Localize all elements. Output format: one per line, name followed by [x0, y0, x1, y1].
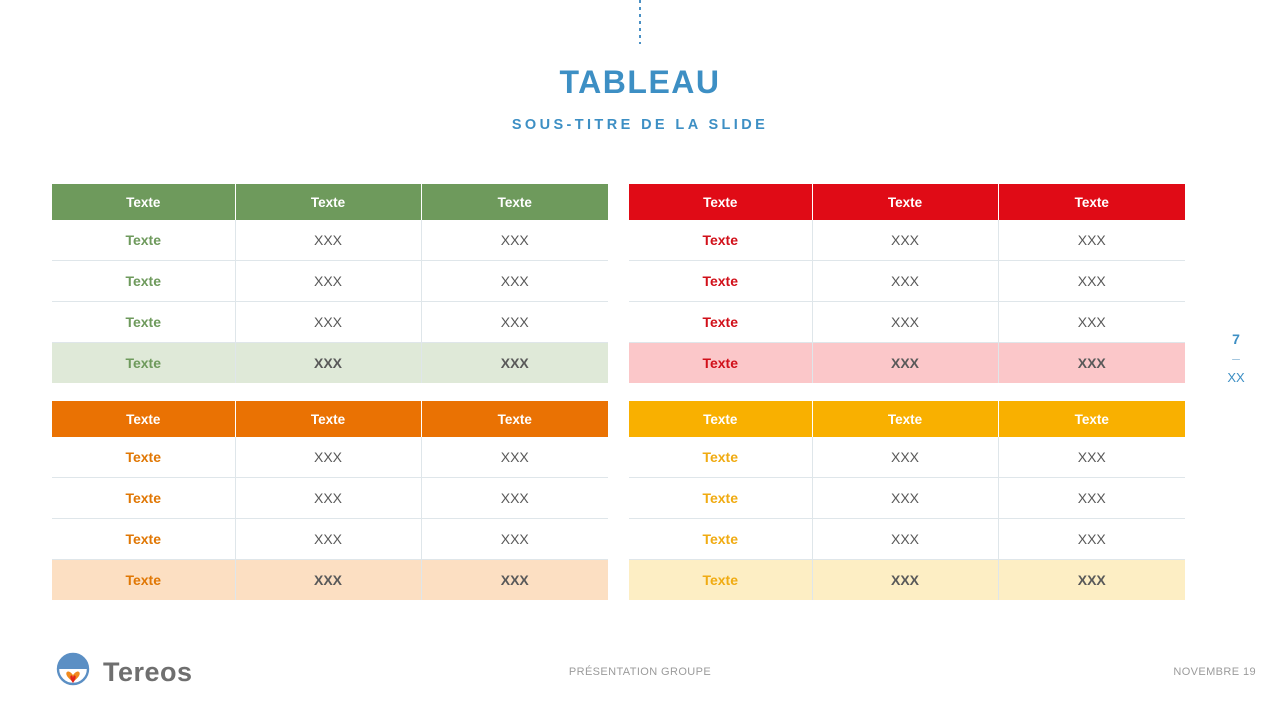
- table-row: [52, 220, 608, 261]
- table-row-label: Texte: [629, 261, 812, 302]
- page-subtitle: SOUS-TITRE DE LA SLIDE: [511, 117, 769, 133]
- table-header-row: [629, 401, 1185, 437]
- table-row: [629, 261, 1185, 302]
- table-row-label: Texte: [629, 437, 812, 478]
- table-header-cell: Texte: [235, 401, 421, 437]
- table-header-row: [629, 184, 1185, 220]
- table-row-label: Texte: [629, 302, 812, 343]
- yellow-table: [629, 401, 1185, 600]
- table-header-row: [52, 401, 608, 437]
- table-row: [52, 261, 608, 302]
- table-header-cell: Texte: [629, 401, 812, 437]
- table-header-cell: Texte: [812, 184, 998, 220]
- table-cell: XXX: [998, 478, 1185, 519]
- table-cell: XXX: [998, 261, 1185, 302]
- table-cell: XXX: [812, 560, 998, 601]
- table-cell: XXX: [235, 560, 421, 601]
- table-row-label: Texte: [629, 560, 812, 601]
- table-cell: XXX: [998, 437, 1185, 478]
- tereos-logo-text: Tereos: [103, 656, 193, 687]
- table-cell: XXX: [421, 519, 608, 560]
- table-cell: XXX: [421, 560, 608, 601]
- orange-table: [52, 401, 608, 600]
- tereos-logo: [52, 652, 193, 692]
- table-row: [52, 343, 608, 384]
- table-header-cell: Texte: [52, 184, 235, 220]
- table-cell: XXX: [421, 302, 608, 343]
- table-cell: XXX: [812, 302, 998, 343]
- table-row-label: Texte: [52, 302, 235, 343]
- table-row: [52, 560, 608, 601]
- table-cell: XXX: [235, 343, 421, 384]
- page-title: TABLEAU: [559, 64, 721, 100]
- top-dotted-tick: [639, 0, 641, 44]
- table-row-label: Texte: [52, 478, 235, 519]
- table-cell: XXX: [235, 478, 421, 519]
- red-table: [629, 184, 1185, 383]
- table-header-cell: Texte: [52, 401, 235, 437]
- table-row-label: Texte: [629, 478, 812, 519]
- table-cell: XXX: [812, 220, 998, 261]
- table-row: [629, 302, 1185, 343]
- table-row-label: Texte: [52, 220, 235, 261]
- tereos-logo-icon: [52, 652, 94, 692]
- table-row-label: Texte: [629, 519, 812, 560]
- table-row-label: Texte: [52, 560, 235, 601]
- slide-number-total: XX: [1227, 370, 1245, 385]
- table-header-row: [52, 184, 608, 220]
- slide-number: [1212, 330, 1260, 387]
- table-header-cell: Texte: [998, 184, 1185, 220]
- table-row: [52, 302, 608, 343]
- table-cell: XXX: [812, 261, 998, 302]
- table-header-cell: Texte: [421, 401, 608, 437]
- table-row-label: Texte: [52, 519, 235, 560]
- table-cell: XXX: [421, 261, 608, 302]
- table-cell: XXX: [421, 437, 608, 478]
- table-row: [629, 437, 1185, 478]
- table-cell: XXX: [235, 302, 421, 343]
- table-cell: XXX: [235, 261, 421, 302]
- table-header-cell: Texte: [629, 184, 812, 220]
- table-row: [52, 437, 608, 478]
- table-cell: XXX: [812, 343, 998, 384]
- table-header-cell: Texte: [421, 184, 608, 220]
- table-cell: XXX: [998, 560, 1185, 601]
- table-cell: XXX: [421, 343, 608, 384]
- table-cell: XXX: [998, 519, 1185, 560]
- table-header-cell: Texte: [998, 401, 1185, 437]
- table-cell: XXX: [235, 519, 421, 560]
- table-row: [52, 478, 608, 519]
- table-cell: XXX: [998, 343, 1185, 384]
- slide-number-current: 7: [1232, 331, 1240, 347]
- table-header-cell: Texte: [235, 184, 421, 220]
- table-row-label: Texte: [52, 261, 235, 302]
- table-cell: XXX: [998, 220, 1185, 261]
- slide-number-divider: –: [1232, 350, 1240, 366]
- table-row-label: Texte: [629, 220, 812, 261]
- table-cell: XXX: [235, 437, 421, 478]
- table-cell: XXX: [421, 220, 608, 261]
- tables-grid: [52, 184, 1185, 600]
- table-row-label: Texte: [629, 343, 812, 384]
- green-table: [52, 184, 608, 383]
- footer-center-text: PRÉSENTATION GROUPE: [568, 666, 712, 678]
- table-cell: XXX: [421, 478, 608, 519]
- table-header-cell: Texte: [812, 401, 998, 437]
- table-row-label: Texte: [52, 437, 235, 478]
- table-row: [629, 519, 1185, 560]
- table-cell: XXX: [998, 302, 1185, 343]
- table-row: [629, 220, 1185, 261]
- table-row: [629, 343, 1185, 384]
- table-row: [629, 478, 1185, 519]
- footer-date: NOVEMBRE 19: [1173, 666, 1256, 678]
- table-row-label: Texte: [52, 343, 235, 384]
- table-row: [52, 519, 608, 560]
- table-cell: XXX: [235, 220, 421, 261]
- table-cell: XXX: [812, 478, 998, 519]
- table-cell: XXX: [812, 519, 998, 560]
- table-cell: XXX: [812, 437, 998, 478]
- table-row: [629, 560, 1185, 601]
